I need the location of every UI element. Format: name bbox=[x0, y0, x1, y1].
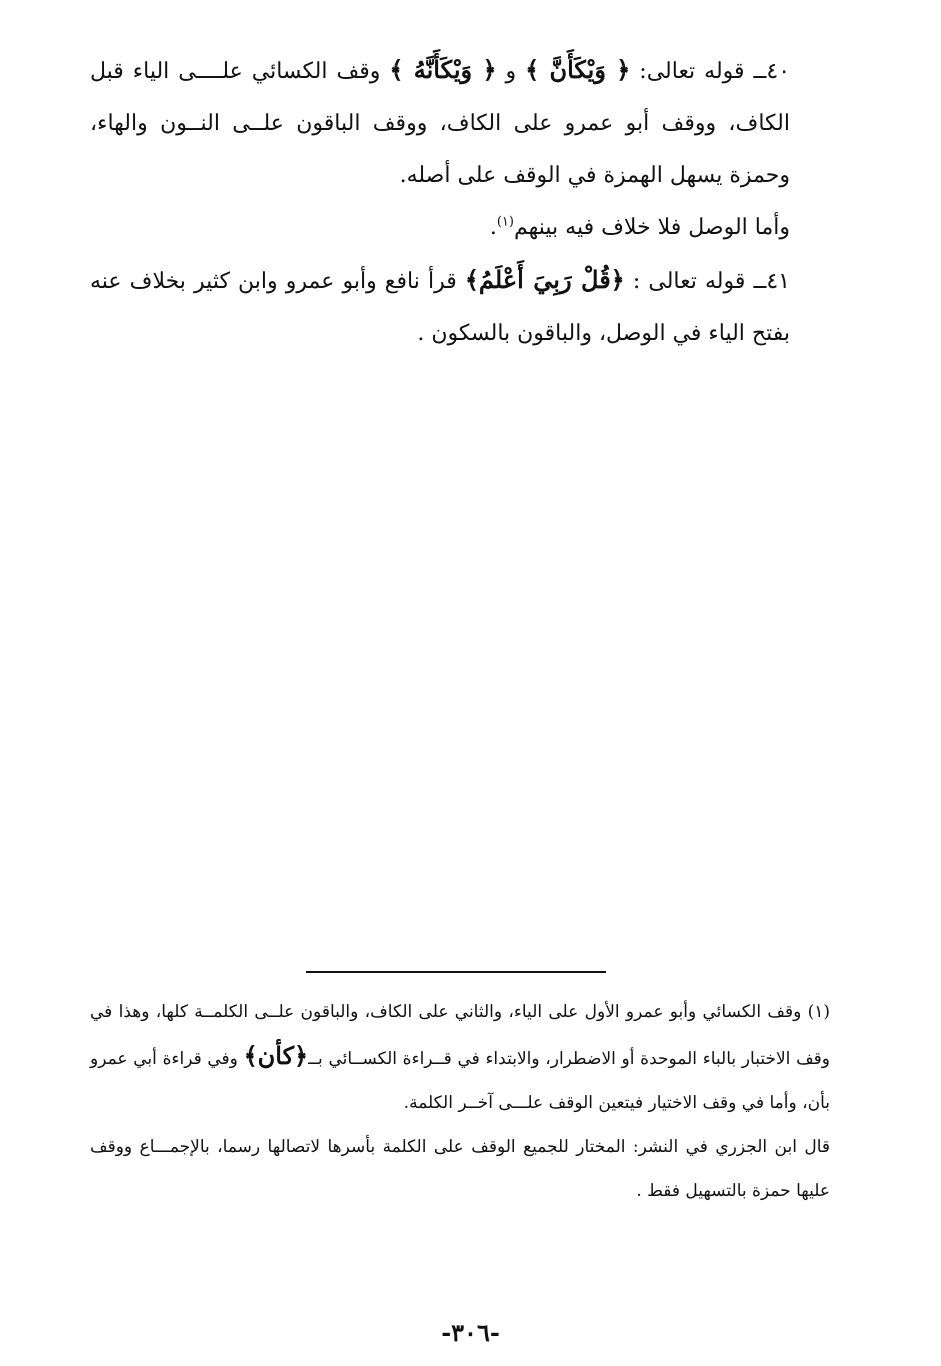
footnote-separator bbox=[306, 971, 606, 973]
footnotes bbox=[90, 990, 830, 1213]
footnote-2-text: قال ابن الجزري في النشر: المختار للجميع الوقف على الكلمة بأسرها لاتصالها رسما، بالإجمـــاع ووقف عليها حمزة بالتسهيل فقط . bbox=[90, 1137, 830, 1201]
conjunction: و bbox=[496, 59, 526, 84]
footnote-1 bbox=[90, 990, 830, 1125]
footnote-2 bbox=[90, 1125, 830, 1213]
footnote-1-word: ﴿كأن﴾ bbox=[243, 1041, 309, 1070]
item-number-41: ٤١ bbox=[766, 269, 790, 294]
footnote-reference: (١) bbox=[496, 214, 514, 230]
page-number: -٣٠٦- bbox=[441, 1318, 500, 1347]
paragraph-text-40: وقف الكسائي علــــى الياء قبل الكاف، ووقف أبو عمرو على الكاف، ووقف الباقون علــى النــون والهاء، وحمزة يسهل الهمزة في الوقف على أصله. bbox=[90, 59, 790, 188]
quran-word-3: ﴿قُلْ رَبِيَ أَعْلَمُ﴾ bbox=[464, 265, 625, 294]
connection-text: وأما الوصل فلا خلاف فيه بينهم bbox=[513, 215, 790, 240]
quran-word-1: ﴿ وَيْكَأَنَّ ﴾ bbox=[525, 55, 631, 84]
footnote-1-text-a: وقف الكسائي وأبو عمرو الأول على الياء، والثاني على الكاف، والباقون علــى الكلمــة كلها، وهذا في وقف الاختبار بالباء الموحدة أو الاضطرار، والابتداء في قــراءة الكســائي بــ bbox=[90, 1002, 831, 1069]
connection-end: . bbox=[489, 215, 497, 240]
verse-intro-41: ــ قوله تعالى : bbox=[624, 269, 767, 294]
paragraph-text-41: قرأ نافع وأبو عمرو وابن كثير بخلاف عنه بفتح الياء في الوصل، والباقون بالسكون . bbox=[90, 269, 790, 346]
footnote-1-mark: (١) bbox=[807, 1002, 830, 1022]
main-text bbox=[90, 44, 830, 360]
paragraph-verse-40 bbox=[90, 44, 830, 202]
item-number-40: ٤٠ bbox=[766, 59, 791, 84]
verse-intro-40: ــ قوله تعالى: bbox=[630, 59, 767, 84]
paragraph-verse-41 bbox=[90, 254, 830, 360]
quran-word-2: ﴿ وَيْكَأَنَّهُ ﴾ bbox=[389, 55, 497, 84]
paragraph-connection bbox=[90, 202, 830, 254]
footnote-1-text-b: وفي قراءة أبي عمرو بأن، وأما في وقف الاختيار فيتعين الوقف علـــى آخــر الكلمة. bbox=[90, 1049, 830, 1113]
